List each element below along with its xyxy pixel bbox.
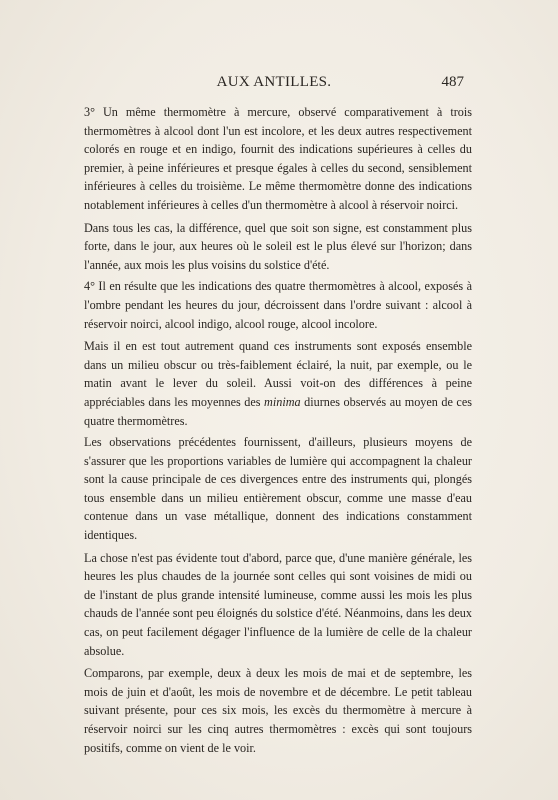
paragraph-4-emphasis: minima bbox=[264, 394, 301, 409]
paragraph-4 bbox=[84, 337, 472, 430]
running-title: AUX ANTILLES. bbox=[216, 74, 332, 90]
paragraph-4-before: Mais il en est tout autrement quand ces instruments sont exposés ensemble dans un milieu obscur ou très-faiblement éclairé, la nuit, par exemple, ou le matin avant le lever du soleil. Aussi voit-on des différences à peine appréciables dans les moyennes des bbox=[84, 339, 472, 409]
paragraph-3: 4° Il en résulte que les indications des quatre thermomètres à alcool, exposés à l'ombre pendant les heures du jour, décroissent dans l'ordre suivant : alcool à réservoir noirci, alcool indigo, alcool rouge, alcool incolore. bbox=[84, 279, 472, 331]
paragraph-2: Dans tous les cas, la différence, quel que soit son signe, est constamment plus forte, dans le jour, aux heures où le soleil est le plus élevé sur l'horizon; dans l'année, aux mois les plus voisins du solstice d'été. bbox=[84, 220, 472, 272]
paragraph-6: La chose n'est pas évidente tout d'abord, parce que, d'une manière générale, les heures les plus chaudes de la journée sont celles qui sont voisines de midi ou de l'instant de plus grande intensité lumineuse, comme aussi les mois les plus chauds de l'année sont peu éloignés du solstice d'été. Néanmoins, dans les deux cas, on peut facilement dégager l'influence de la lumière de celle de la chaleur absolue. bbox=[84, 550, 472, 658]
body-text bbox=[84, 103, 472, 761]
paragraph-7: Comparons, par exemple, deux à deux les mois de mai et de septembre, les mois de juin et d'août, les mois de novembre et de décembre. Le petit tableau suivant présente, pour ces six mois, les excès du thermomètre à mercure à réservoir noirci sur les cinq autres thermomètres : excès qui sont toujours positifs, comme on vient de le voir. bbox=[84, 666, 472, 755]
paragraph-4-after: diurnes observés au moyen de ces quatre thermomètres. bbox=[84, 394, 472, 428]
page-number: 487 bbox=[441, 74, 464, 90]
paragraph-1: 3° Un même thermomètre à mercure, observé comparativement à trois thermomètres à alcool dont l'un est incolore, et les deux autres respectivement colorés en rouge et en indigo, fournit des indications supérieures à celles du premier, à peine inférieures et presque égales à celles du second, sensiblement inférieures à celles du troisième. Le même thermomètre donne des indications notablement inférieures à celles d'un thermomètre à alcool à réservoir noirci. bbox=[84, 105, 472, 212]
page-header bbox=[84, 74, 464, 94]
paragraph-5: Les observations précédentes fournissent, d'ailleurs, plusieurs moyens de s'assurer que les proportions variables de lumière qui accompagnent la chaleur sont la cause principale de ces divergences entre des instruments qui, plongés tous ensemble dans un milieu entièrement obscur, comme une masse d'eau contenue dans un vase métallique, donnent des indications constamment identiques. bbox=[84, 435, 472, 543]
